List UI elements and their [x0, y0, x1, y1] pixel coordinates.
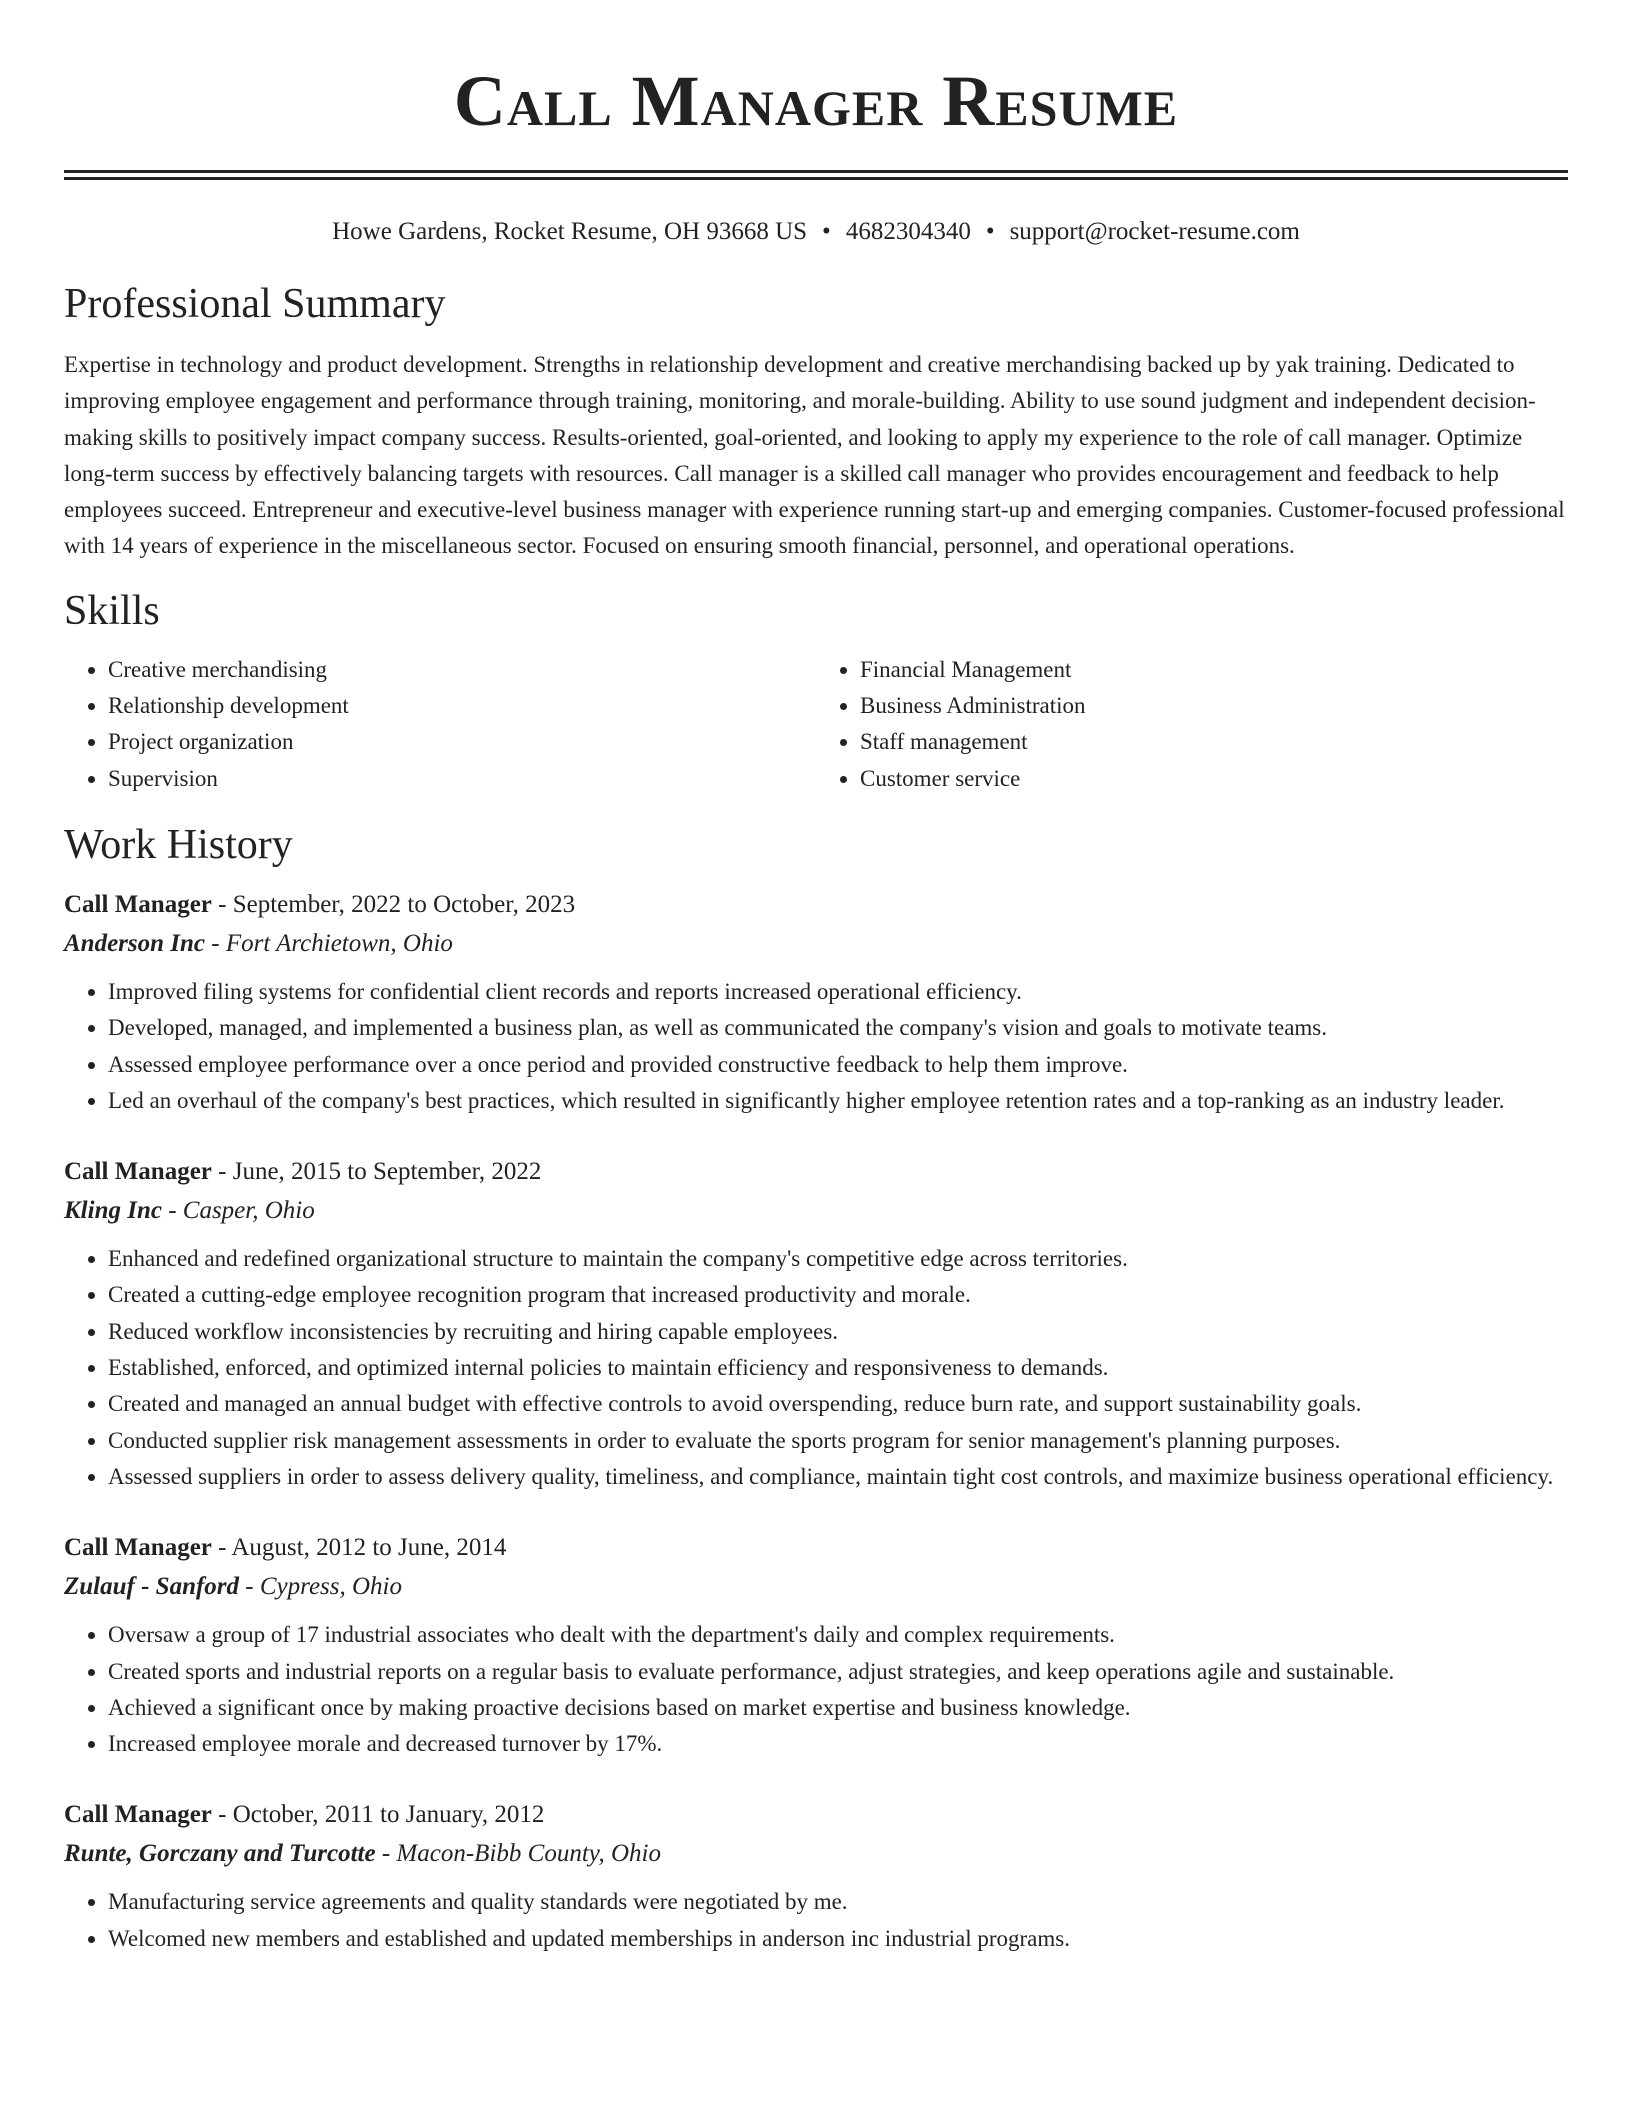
job-entry	[64, 1796, 1568, 1957]
job-location: - Cypress, Ohio	[239, 1573, 402, 1601]
contact-phone: 4682304340	[845, 218, 971, 245]
job-bullets	[64, 1617, 1568, 1762]
job-title: Call Manager	[64, 1158, 212, 1186]
summary-heading: Professional Summary	[64, 281, 446, 327]
job-location: - Fort Archietown, Ohio	[205, 929, 453, 957]
job-bullet: • Created and managed an annual budget with effective controls to avoid overspending, reduce burn rate, and support sustainability goals.	[108, 1386, 1568, 1422]
contact-email: support@rocket-resume.com	[1009, 218, 1300, 245]
job-bullets	[64, 1241, 1568, 1495]
job-bullet: • Manufacturing service agreements and quality standards were negotiated by me.	[108, 1884, 1568, 1920]
job-bullet: • Established, enforced, and optimized internal policies to maintain efficiency and responsiveness to demands.	[108, 1350, 1568, 1386]
job-entry	[64, 1529, 1568, 1762]
work-history-heading: Work History	[64, 821, 293, 868]
job-bullet: • Enhanced and redefined organizational structure to maintain the company's competitive edge across territories.	[108, 1241, 1568, 1277]
skill-item: • Business Administration	[860, 688, 1568, 724]
job-company: Zulauf - Sanford	[64, 1573, 240, 1601]
job-dates: - October, 2011 to January, 2012	[211, 1801, 545, 1829]
job-bullets	[64, 974, 1568, 1119]
job-company: Kling Inc	[64, 1197, 162, 1225]
skill-item: • Relationship development	[108, 688, 816, 724]
job-bullets	[64, 1884, 1568, 1957]
job-company-line	[64, 1191, 1568, 1231]
job-company-line	[64, 1834, 1568, 1874]
job-bullet: • Improved filing systems for confidential client records and reports increased operational efficiency.	[108, 974, 1568, 1010]
skill-item: • Financial Management	[860, 652, 1568, 688]
contact-line	[64, 216, 1568, 248]
job-title: Call Manager	[64, 1801, 212, 1829]
job-title-line	[64, 886, 1568, 924]
job-dates: - June, 2015 to September, 2022	[211, 1158, 542, 1186]
job-bullet: • Reduced workflow inconsistencies by recruiting and hiring capable employees.	[108, 1314, 1568, 1350]
job-dates: - September, 2022 to October, 2023	[211, 890, 576, 918]
job-dates: - August, 2012 to June, 2014	[211, 1534, 507, 1562]
job-company-line	[64, 1567, 1568, 1607]
job-company-line	[64, 924, 1568, 964]
title-double-rule	[64, 170, 1568, 180]
job-entry	[64, 886, 1568, 1119]
job-title-line	[64, 1796, 1568, 1834]
summary-text: Expertise in technology and product development. Strengths in relationship development and creative merchandising backed up by yak training. Dedicated to improving employee engagement and performance through training, monitoring, and morale-building. Ability to use sound judgment and independent decision-making skills to positively impact company success. Results-oriented, goal-oriented, and looking to apply my experience to the role of call manager. Optimize long-term success by effectively balancing targets with resources. Call manager is a skilled call manager who provides encouragement and feedback to help employees succeed. Entrepreneur and executive-level business manager with experience running start-up and emerging companies. Customer-focused professional with 14 years of experience in the miscellaneous sector. Focused on ensuring smooth financial, personnel, and operational operations.	[64, 352, 1565, 559]
skills-column-left	[64, 652, 816, 797]
contact-separator: •	[985, 218, 995, 245]
skill-item: • Project organization	[108, 724, 816, 760]
job-location: - Casper, Ohio	[161, 1197, 315, 1225]
contact-address: Howe Gardens, Rocket Resume, OH 93668 US	[332, 218, 808, 245]
job-bullet: • Led an overhaul of the company's best practices, which resulted in significantly higher employee retention rates and a top-ranking as an industry leader.	[108, 1083, 1568, 1119]
job-location: - Macon-Bibb County, Ohio	[375, 1840, 661, 1868]
job-bullet: • Created a cutting-edge employee recognition program that increased productivity and morale.	[108, 1277, 1568, 1313]
contact-separator: •	[822, 218, 831, 245]
skill-item: • Supervision	[108, 761, 816, 797]
job-bullet: • Increased employee morale and decreased turnover by 17%.	[108, 1726, 1568, 1762]
job-bullet: • Created sports and industrial reports on a regular basis to evaluate performance, adjust strategies, and keep operations agile and sustainable.	[108, 1654, 1568, 1690]
job-company: Runte, Gorczany and Turcotte	[64, 1840, 376, 1868]
resume-page	[64, 0, 1568, 1957]
job-entry	[64, 1153, 1568, 1495]
job-title: Call Manager	[64, 1534, 212, 1562]
skills-column-right	[816, 652, 1568, 797]
job-title-line	[64, 1153, 1568, 1191]
skills-heading: Skills	[64, 587, 160, 634]
skill-item: • Customer service	[860, 761, 1568, 797]
skill-item: • Creative merchandising	[108, 652, 816, 688]
job-bullet: • Assessed employee performance over a once period and provided constructive feedback to help them improve.	[108, 1047, 1568, 1083]
skills-list	[64, 652, 1568, 797]
job-title: Call Manager	[64, 890, 212, 918]
job-bullet: • Welcomed new members and established and updated memberships in anderson inc industrial programs.	[108, 1921, 1568, 1957]
job-bullet: • Developed, managed, and implemented a business plan, as well as communicated the company's vision and goals to motivate teams.	[108, 1010, 1568, 1046]
job-bullet: • Oversaw a group of 17 industrial associates who dealt with the department's daily and complex requirements.	[108, 1617, 1568, 1653]
skill-item: • Staff management	[860, 724, 1568, 760]
job-bullet: • Assessed suppliers in order to assess delivery quality, timeliness, and compliance, maintain tight cost controls, and maximize business operational efficiency.	[108, 1459, 1568, 1495]
job-title-line	[64, 1529, 1568, 1567]
job-company: Anderson Inc	[64, 929, 206, 957]
job-bullet: • Conducted supplier risk management assessments in order to evaluate the sports program for senior management's planning purposes.	[108, 1423, 1568, 1459]
page-title: Call Manager Resume	[453, 61, 1179, 141]
job-bullet: • Achieved a significant once by making proactive decisions based on market expertise and business knowledge.	[108, 1690, 1568, 1726]
